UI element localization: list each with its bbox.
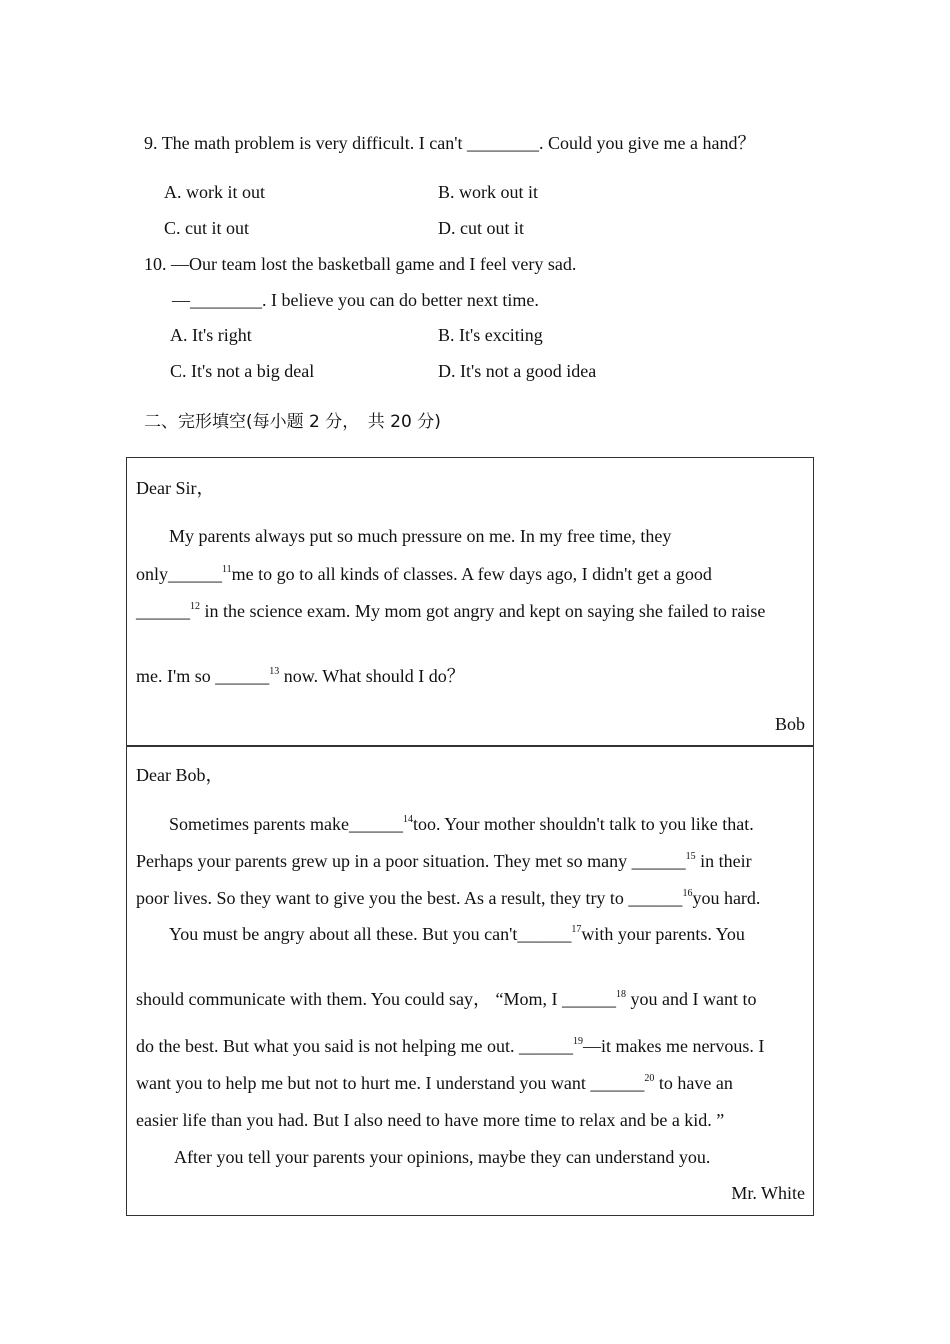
letter-2-line-7 xyxy=(136,1072,733,1098)
letter-2-signature: Mr. White xyxy=(731,1183,805,1203)
blank-13-lead: me. I'm so ______ xyxy=(136,666,270,686)
blank-19-lead: do the best. But what you said is not helping me out. ______ xyxy=(136,1036,573,1056)
blank-15-lead: Perhaps your parents grew up in a poor situation. They met so many ______ xyxy=(136,851,686,871)
blank-19-number: 19 xyxy=(572,1036,583,1047)
letter-2-greeting: Dear Bob， xyxy=(136,765,224,785)
blank-12-number: 12 xyxy=(190,601,200,612)
blank-18-number: 18 xyxy=(615,989,626,1000)
blank-14-lead: Sometimes parents make______ xyxy=(169,814,403,834)
option-9c[interactable]: C. cut it out xyxy=(164,218,249,238)
letter-2-line-5-rest: you and I want to xyxy=(625,989,757,1009)
letter-1-line-3 xyxy=(136,600,765,626)
letter-2-line-1-rest: too. Your mother shouldn't talk to you like that. xyxy=(412,814,754,834)
option-9a[interactable]: A. work it out xyxy=(164,182,265,202)
letter-1-line-2 xyxy=(136,563,712,589)
question-10-stem: —Our team lost the basketball game and I feel very sad. xyxy=(171,254,577,274)
blank-20-number: 20 xyxy=(644,1073,655,1084)
blank-18-lead: should communicate with them. You could say， “Mom, I ______ xyxy=(136,989,616,1009)
blank-13-number: 13 xyxy=(269,666,280,677)
question-9-number: 9. xyxy=(144,133,158,153)
question-10-number: 10. xyxy=(144,254,167,274)
letter-2-line-1 xyxy=(169,813,754,839)
blank-16-number: 16 xyxy=(682,888,693,899)
letter-2-box xyxy=(126,745,814,1216)
blank-14-number: 14 xyxy=(402,814,413,825)
option-9d[interactable]: D. cut out it xyxy=(438,218,524,238)
letter-2-line-6 xyxy=(136,1035,764,1061)
letter-2-line-9: After you tell your parents your opinions, maybe they can understand you. xyxy=(174,1147,711,1167)
option-10d[interactable]: D. It's not a good idea xyxy=(438,361,597,381)
question-9-stem: The math problem is very difficult. I can't ________. Could you give me a hand？ xyxy=(161,133,756,153)
letter-1-line-1: My parents always put so much pressure on me. In my free time, they xyxy=(169,526,672,546)
question-9 xyxy=(144,132,755,154)
letter-1-line-3-rest: in the science exam. My mom got angry and kept on saying she failed to raise xyxy=(200,601,766,621)
blank-17-number: 17 xyxy=(571,924,582,935)
option-9b[interactable]: B. work out it xyxy=(438,182,539,202)
section-2-heading: 二、完形填空(每小题 2 分， 共 20 分) xyxy=(144,412,441,432)
letter-2-line-4-rest: with your parents. You xyxy=(581,924,745,944)
letter-1-signature: Bob xyxy=(774,714,805,734)
option-10c[interactable]: C. It's not a big deal xyxy=(170,361,315,381)
blank-11-lead: only______ xyxy=(136,564,223,584)
letter-2-line-3-rest: you hard. xyxy=(692,888,761,908)
letter-2-line-2 xyxy=(136,850,752,876)
option-10a[interactable]: A. It's right xyxy=(170,325,252,345)
letter-1-greeting: Dear Sir， xyxy=(136,478,215,498)
blank-15-number: 15 xyxy=(685,851,696,862)
letter-2-line-4 xyxy=(169,923,745,949)
letter-1-box xyxy=(126,457,814,747)
question-10-reply: —________. I believe you can do better next time. xyxy=(172,290,539,310)
blank-12-lead: ______ xyxy=(136,601,190,621)
blank-16-lead: poor lives. So they want to give you the best. As a result, they try to ______ xyxy=(136,888,683,908)
letter-2-line-2-rest: in their xyxy=(695,851,752,871)
blank-11-number: 11 xyxy=(222,564,232,575)
blank-17-lead: You must be angry about all these. But you can't______ xyxy=(169,924,572,944)
letter-2-line-3 xyxy=(136,887,760,913)
letter-1-line-4-rest: now. What should I do？ xyxy=(279,666,465,686)
letter-2-line-5 xyxy=(136,988,756,1014)
question-10 xyxy=(144,253,576,275)
letter-1-line-4 xyxy=(136,665,465,691)
option-10b[interactable]: B. It's exciting xyxy=(438,325,543,345)
blank-20-lead: want you to help me but not to hurt me. I understand you want ______ xyxy=(136,1073,645,1093)
letter-2-line-8: easier life than you had. But I also need to have more time to relax and be a kid. ” xyxy=(136,1110,725,1130)
letter-1-line-2-rest: me to go to all kinds of classes. A few days ago, I didn't get a good xyxy=(231,564,712,584)
letter-2-line-6-rest: —it makes me nervous. I xyxy=(582,1036,765,1056)
letter-2-line-7-rest: to have an xyxy=(654,1073,733,1093)
